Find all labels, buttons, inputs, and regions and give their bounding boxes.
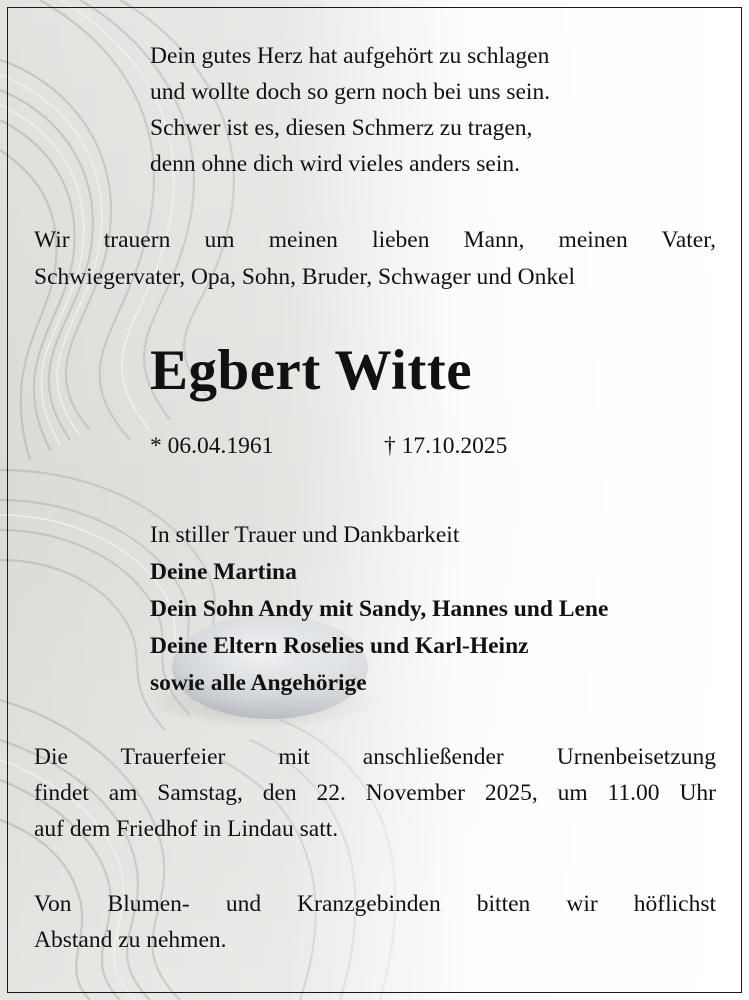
memorial-poem [150,38,710,182]
service-line: auf dem Friedhof in Lindau satt. [34,816,339,842]
service-line: Die Trauerfeier mit anschließender Urnenbeisetzung [34,744,716,770]
service-line: findet am Samstag, den 22. November 2025, um 11.00 Uhr [34,780,716,806]
mourner-entry: Deine Martina [150,559,297,585]
mourners-list [150,517,720,702]
mourner-entry: sowie alle Angehörige [150,670,367,696]
death-date: † 17.10.2025 [384,433,508,459]
deceased-name: Egbert Witte [150,339,473,402]
poem-line: Schwer ist es, diesen Schmerz zu tragen, [150,115,533,141]
birth-date: * 06.04.1961 [150,433,274,459]
poem-line: und wollte doch so gern noch bei uns sein. [150,79,551,105]
funeral-service-info [34,739,716,847]
poem-line: Dein gutes Herz hat aufgehört zu schlagen [150,43,550,69]
mourners-heading: In stiller Trauer und Dankbarkeit [150,522,460,548]
mourning-announcement [34,222,716,296]
poem-line: denn ohne dich wird vieles anders sein. [150,151,521,177]
closing-line: Von Blumen- und Kranzgebinden bitten wir höflichst [34,891,716,917]
mourner-entry: Dein Sohn Andy mit Sandy, Hannes und Lene [150,596,609,622]
announcement-line: Schwiegervater, Opa, Sohn, Bruder, Schwager und Onkel [34,264,576,290]
closing-line: Abstand zu nehmen. [34,927,227,953]
announcement-line: Wir trauern um meinen lieben Mann, meinen Vater, [34,227,716,253]
flowers-request [34,886,716,958]
mourner-entry: Deine Eltern Roselies und Karl-Heinz [150,633,529,659]
